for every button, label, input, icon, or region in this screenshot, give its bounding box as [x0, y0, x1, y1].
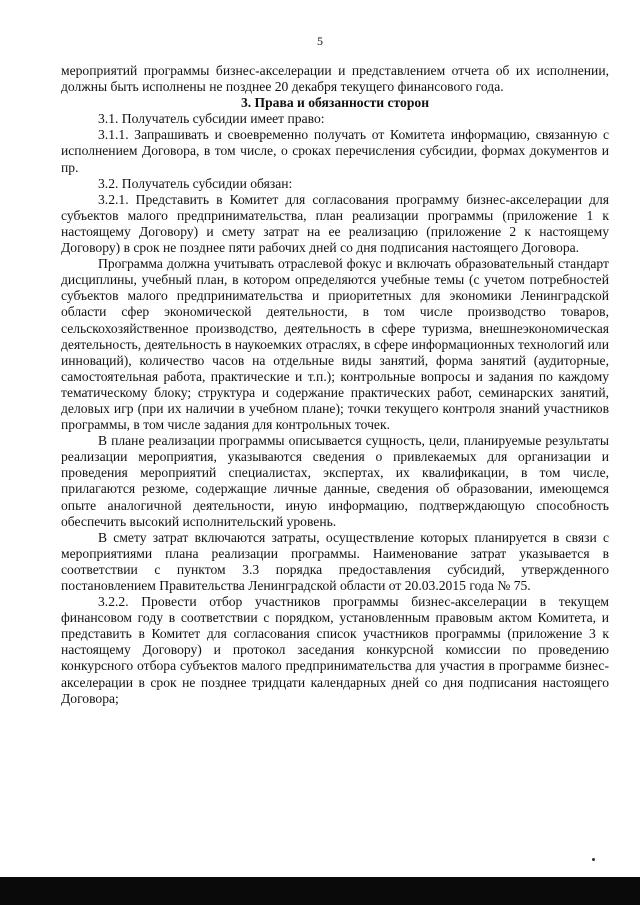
scan-speck — [592, 858, 595, 861]
clause-3-1: 3.1. Получатель субсидии имеет право: — [98, 111, 325, 127]
section-heading: 3. Права и обязанности сторон — [240, 95, 430, 111]
page-number: 5 — [317, 34, 323, 48]
paragraph-continuation: мероприятий программы бизнес-акселерации и представлением отчета об их исполнении, должны быть исполнены не позднее 20 декабря текущего финансового года. — [61, 63, 609, 95]
clause-3-2-2: 3.2.2. Провести отбор участников программы бизнес-акселерации в текущем финансовом году в соответствии с порядком, установленным правовым актом Комитета, и представить в Комитет для согласования список участников программы (приложение 3 к настоящему Договору) и протокол заседания конкурсной комиссии по проведению конкурсного отбора субъектов малого предпринимательства для участия в программе бизнес-акселерации в срок не позднее тридцати календарных дней со дня подписания настоящего Договора; — [61, 594, 609, 706]
document-body — [61, 63, 609, 707]
paragraph-cost-estimate: В смету затрат включаются затраты, осуществление которых планируется в связи с мероприятиями плана реализации программы. Наименование затрат указывается в соответствии с пунктом 3.3 порядка предоставления субсидий, утвержденного постановлением Правительства Ленинградской области от 20.03.2015 года № 75. — [61, 529, 609, 593]
clause-3-2: 3.2. Получатель субсидии обязан: — [98, 175, 293, 191]
scan-edge-bar — [0, 877, 640, 905]
paragraph-implementation-plan: В плане реализации программы описывается сущность, цели, планируемые результаты реализации мероприятия, указываются сведения о привлекаемых для организации и проведения мероприятий специалистах, экспертах, их квалификации, в том числе, прилагаются резюме, содержащие личные данные, сведения об образовании, имеющемся опыте аналогичной деятельности, иную информацию, подтверждающую способность обеспечить высокий исполнительский уровень. — [61, 433, 609, 529]
clause-3-2-1: 3.2.1. Представить в Комитет для согласования программу бизнес-акселерации для субъектов малого предпринимательства, план реализации программы (приложение 1 к настоящему Договору) и смету затрат на ее реализацию (приложение 2 к настоящему Договору) в срок не позднее пяти рабочих дней со дня подписания настоящего Договора. — [61, 191, 609, 256]
paragraph-program-requirements: Программа должна учитывать отраслевой фокус и включать образовательный стандарт дисциплины, учебный план, в котором определяются учебные темы (с учетом потребностей субъектов малого предпринимательства и приоритетных для экономики Ленинградской области сфер экономической деятельности, в том числе производство товаров, сельскохозяйственное производство, деятельность в сфере туризма, внешнеэкономическая деятельность, деятельность в наукоемких отраслях, в сфере информационных технологий или инноваций), количество часов на отдельные виды занятий, форма занятий (аудиторные, самостоятельная работа, практические и т.п.); контрольные вопросы и задания по каждому тематическому блоку; структура и содержание практических работ, семинарских занятий, деловых игр (при их наличии в учебном плане); точки текущего контроля знаний участников программы, в том числе задания для контрольных точек. — [61, 256, 609, 433]
clause-3-1-1: 3.1.1. Запрашивать и своевременно получать от Комитета информацию, связанную с исполнением Договора, в том числе, о сроках перечисления субсидии, формах документов и пр. — [61, 127, 609, 175]
